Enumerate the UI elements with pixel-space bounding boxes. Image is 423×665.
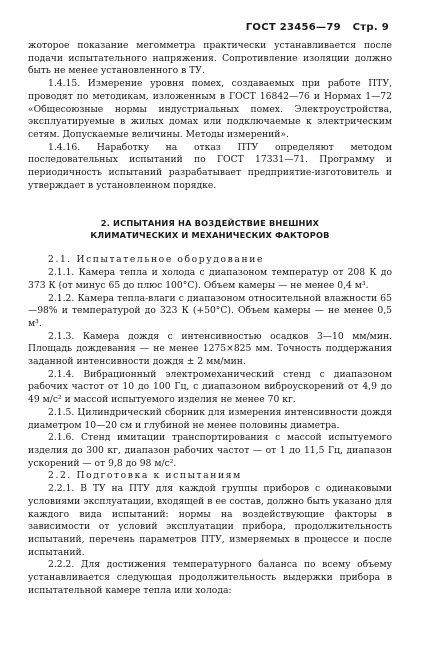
section-title xyxy=(28,217,392,241)
standard-number: ГОСТ 23456—79 xyxy=(245,22,341,33)
paragraph-2-2-2: 2.2.2. Для достижения температурного баланса по всему объему устанавливается следующая продолжительность выдержки прибора в испытательной камере тепла или холода: xyxy=(28,559,392,596)
page-label: Стр. xyxy=(352,22,378,33)
subsection-heading-2-2: 2.2. Подготовка к испытаниям xyxy=(48,470,242,482)
subsection-heading-2-1: 2.1. Испытательное оборудование xyxy=(48,254,264,266)
paragraph-2-1-4: 2.1.4. Вибрационный электромеханический стенд с диапазоном рабочих частот от 10 до 100 Гц, с диапазоном виброускорений от 4,9 до 49 м/с² и массой испытуемого изделия не менее 70 кг. xyxy=(28,368,392,406)
page-header xyxy=(246,22,389,33)
section-title-line-1: 2. ИСПЫТАНИЯ НА ВОЗДЕЙСТВИЕ ВНЕШНИХ xyxy=(100,218,320,229)
section-title-line-2: КЛИМАТИЧЕСКИХ И МЕХАНИЧЕСКИХ ФАКТОРОВ xyxy=(90,230,330,241)
page-number: 9 xyxy=(381,22,389,33)
document-body xyxy=(28,40,392,597)
paragraph-2-2-1: 2.2.1. В ТУ на ПТУ для каждой группы приборов с одинаковыми условиями эксплуатации, входящей в ее состав, должно быть указано для каждого вида испытаний: нормы на воздействующие факторы в зависимости от условий эксплуатации прибора, продолжительность испытаний, перечень параметров ПТУ, измеряемых в процессе и после испытаний. xyxy=(28,483,392,558)
paragraph-2-1-3: 2.1.3. Камера дождя с интенсивностью осадков 3—10 мм/мин. Площадь дождевания — не менее 1275×825 мм. Точность поддержания заданной интенсивности дождя ± 2 мм/мин. xyxy=(28,330,392,368)
paragraph-2-1-6: 2.1.6. Стенд имитации транспортирования с массой испытуемого изделия до 300 кг, диапазон рабочих частот — от 1 до 11,5 Гц, диапазон ускорений — от 9,8 до 98 м/с². xyxy=(28,432,392,469)
paragraph-continuation: жоторое показание мегомметра практически устанавливается после подачи испытательного напряжения. Сопротивление изоляции должно быть не менее установленного в ТУ. xyxy=(28,40,392,77)
paragraph-1-4-16: 1.4.16. Наработку на отказ ПТУ определяют методом последовательных испытаний по ГОСТ 17331—71. Программу и периодичность испытаний разрабатывает предприятие-изготовитель и утверждает в установленном порядке. xyxy=(28,141,392,191)
paragraph-1-4-15: 1.4.15. Измерение уровня помех, создаваемых при работе ПТУ, проводят по методикам, изложенным в ГОСТ 16842—76 и Нормах 1—72 «Общесоюзные нормы индустриальных помех. Электроустройства, эксплуатируемые в жилых домах или подключаемые к электрическим сетям. Допускаемые величины. Методы измерений». xyxy=(28,78,392,140)
paragraph-2-1-1: 2.1.1. Камера тепла и холода с диапазоном температур от 208 К до 373 К (от минус 65 до плюс 100°С). Объем камеры — не менее 0,4 м³. xyxy=(28,267,392,291)
paragraph-2-1-2: 2.1.2. Камера тепла-влаги с диапазоном относительной влажности 65—98% и температурой до 323 К (+50°С). Объем камеры — не менее 0,5 м³. xyxy=(28,292,392,329)
paragraph-2-1-5: 2.1.5. Цилиндрический сборник для измерения интенсивности дождя диаметром 10—20 см и глубиной не менее половины диаметра. xyxy=(28,406,392,431)
